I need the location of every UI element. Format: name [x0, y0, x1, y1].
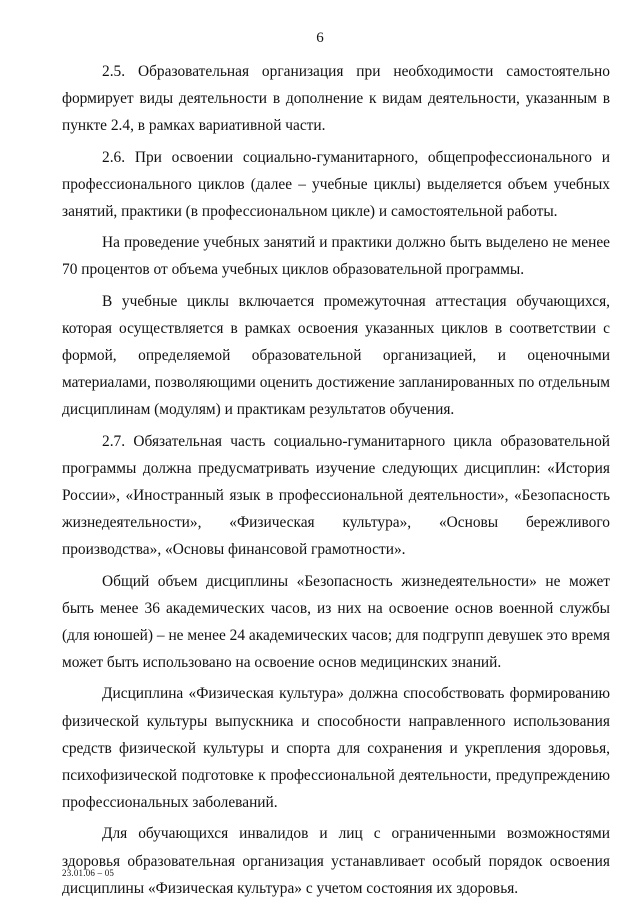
document-body [62, 58, 610, 902]
paragraph-2-5: 2.5. Образовательная организация при необходимости самостоятельно формирует виды деятельности в дополнение к видам деятельности, указанным в пункте 2.4, в рамках вариативной части. [62, 63, 610, 135]
paragraph-2-7: 2.7. Обязательная часть социально-гуманитарного цикла образовательной программы должна предусматривать изучение следующих дисциплин: «История России», «Иностранный язык в профессиональной деятельности», «Безопасность жизнедеятельности», «Физическая культура», «Основы бережливого производства», «Основы финансовой грамотности». [62, 432, 610, 559]
footer-document-code: 23.01.06 – 05 [62, 868, 115, 878]
paragraph-2-6: 2.6. При освоении социально-гуманитарного, общепрофессионального и профессионального циклов (далее – учебные циклы) выделяется объем учебных занятий, практики (в профессиональном цикле) и самостоятельной работы. [62, 148, 610, 221]
page-number: 6 [316, 30, 324, 46]
paragraph-intermediate-attestation: В учебные циклы включается промежуточная аттестация обучающихся, которая осуществляется в рамках освоения указанных циклов в соответствии с формой, определяемой образовательной организацией, и оценочными материалами, позволяющими оценить достижение запланированных по отдельным дисциплинам (модулям) и практикам результатов обучения. [62, 292, 610, 419]
paragraph-life-safety: Общий объем дисциплины «Безопасность жизнедеятельности» не может быть менее 36 академических часов, из них на освоение основ военной службы (для юношей) – не менее 24 академических часов; для подгрупп девушек это время может быть использовано на освоение основ медицинских знаний. [62, 572, 610, 672]
paragraph-practice-volume: На проведение учебных занятий и практики должно быть выделено не менее 70 процентов от объема учебных циклов образовательной программы. [62, 234, 610, 279]
paragraph-disabled-students: Для обучающихся инвалидов и лиц с ограниченными возможностями здоровья образовательная организация устанавливает особый порядок освоения дисциплины «Физическая культура» с учетом состояния их здоровья. [62, 825, 610, 897]
paragraph-physical-culture: Дисциплина «Физическая культура» должна способствовать формированию физической культуры выпускника и способности направленного использования средств физической культуры и спорта для сохранения и укрепления здоровья, психофизической подготовке к профессиональной деятельности, предупреждению профессиональных заболеваний. [62, 685, 610, 812]
